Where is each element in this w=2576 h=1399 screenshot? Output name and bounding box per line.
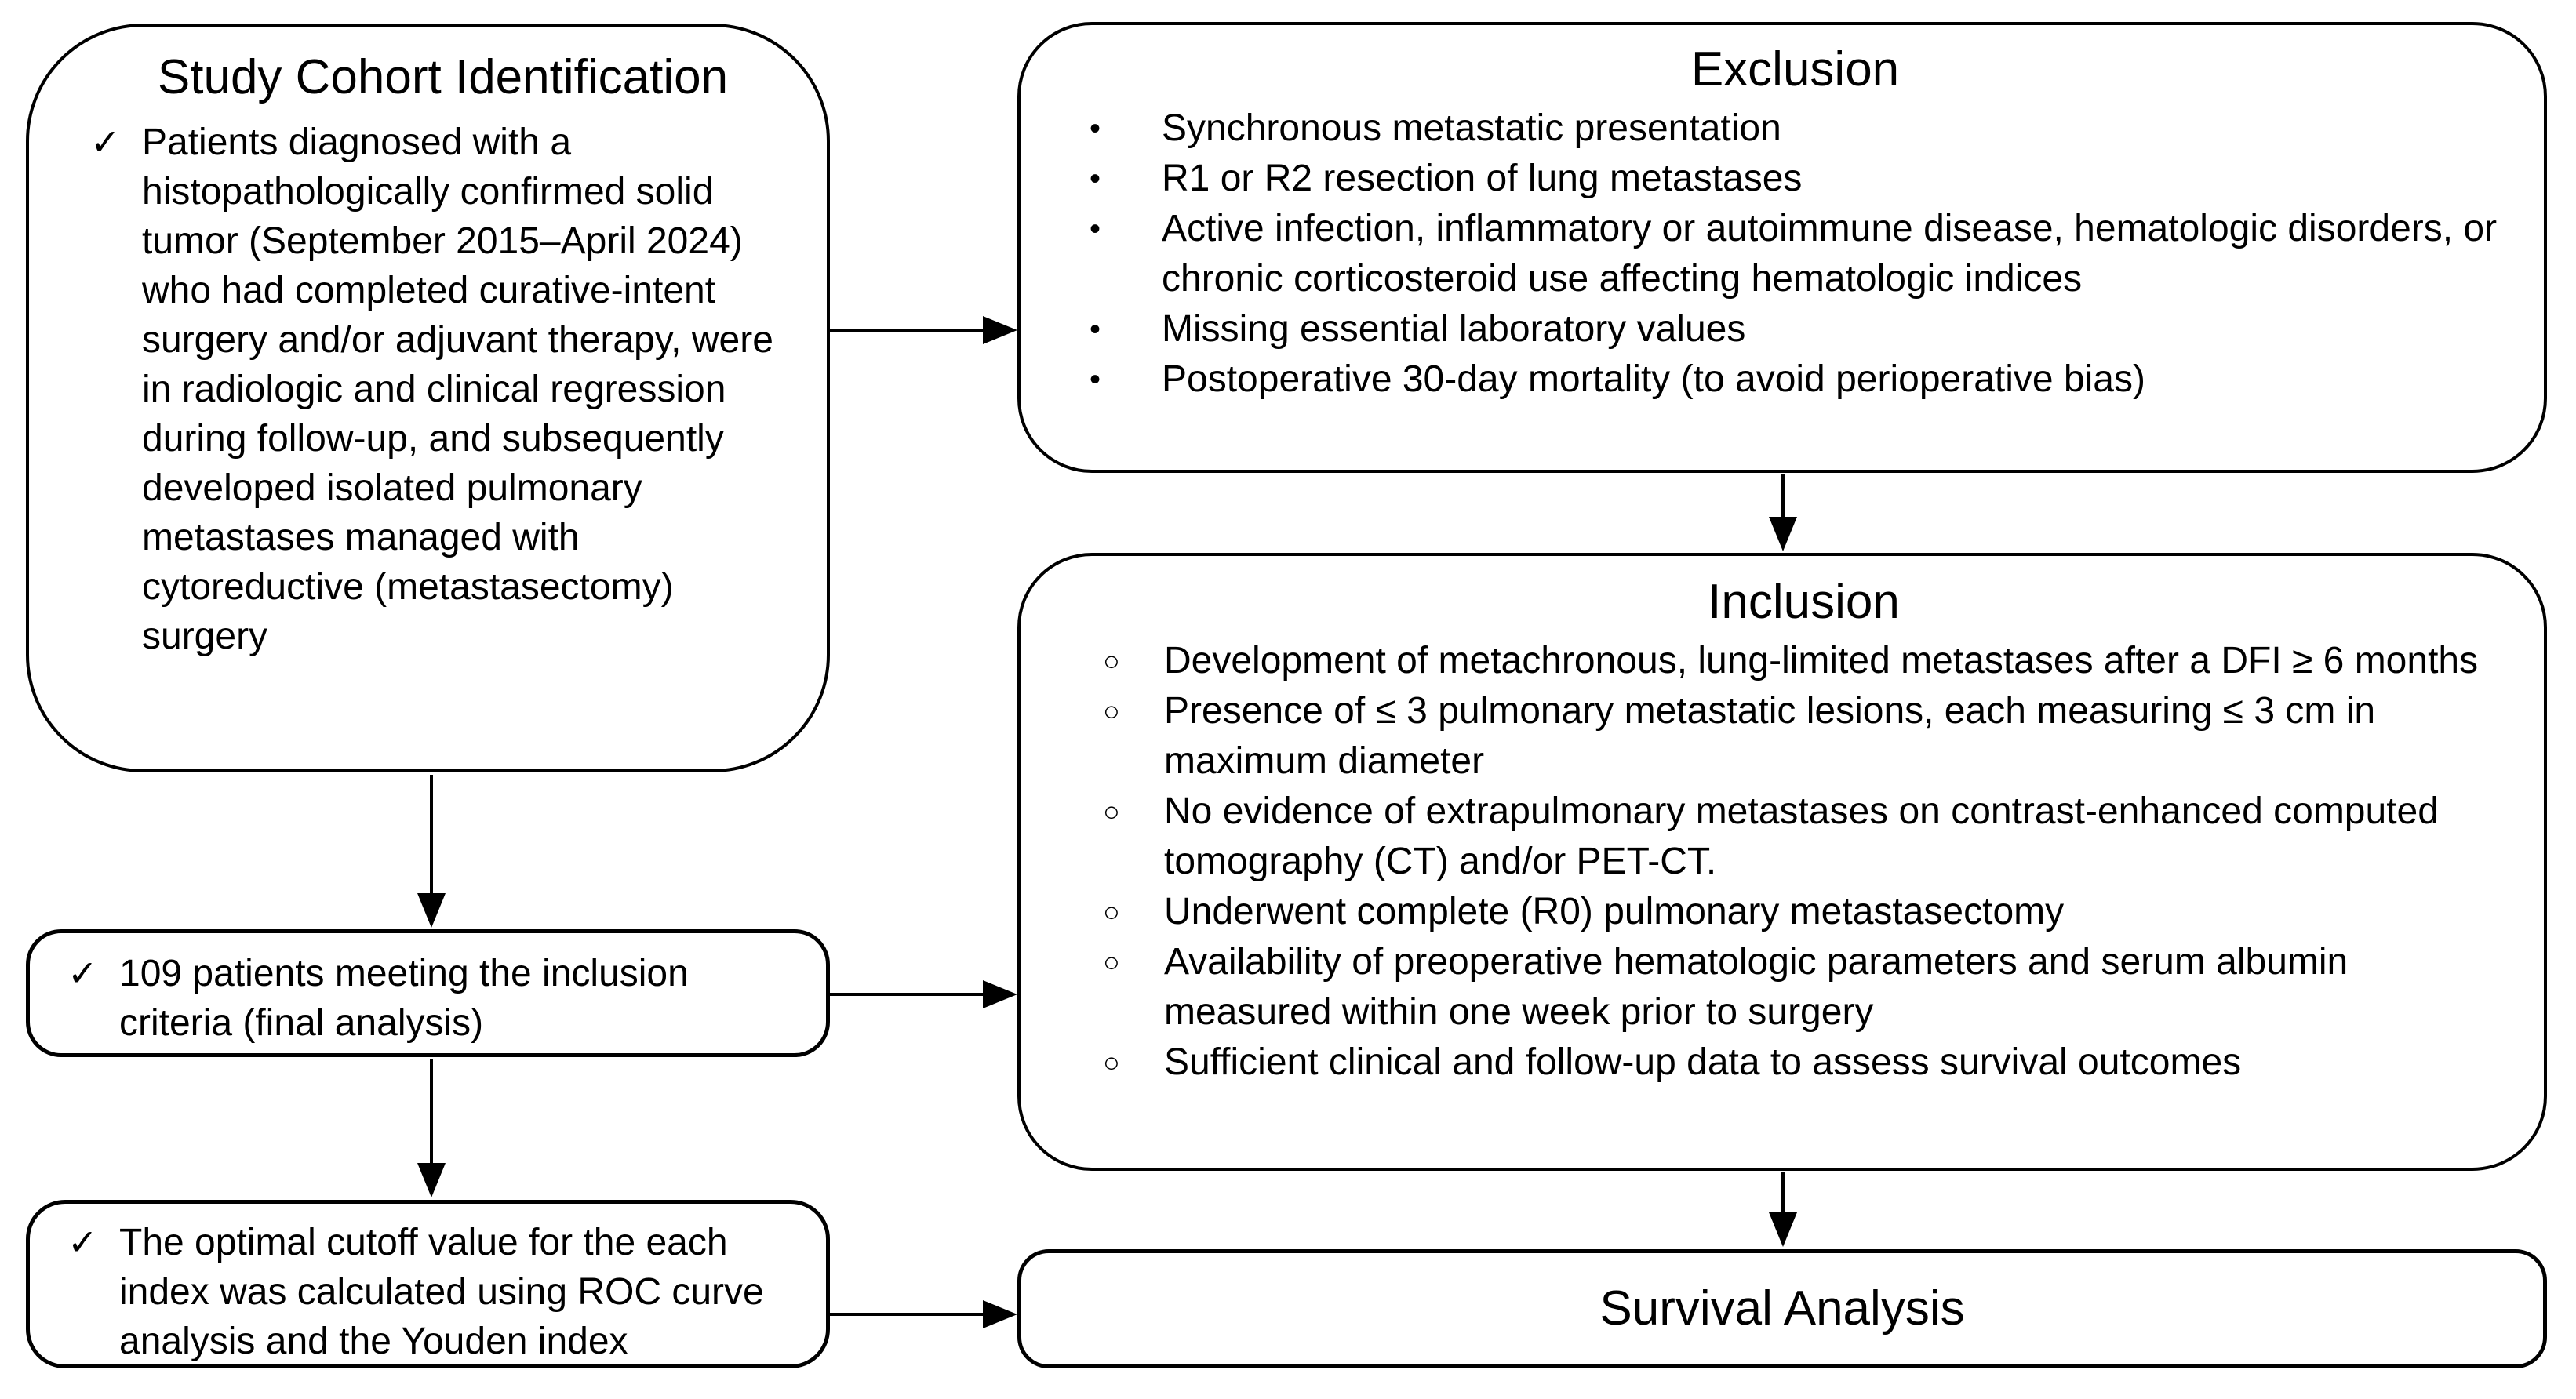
survival-analysis-title: Survival Analysis [1599, 1281, 1965, 1335]
circle-bullet-icon: ○ [1103, 1046, 1120, 1078]
exclusion-item-text: Postoperative 30-day mortality (to avoid perioperative bias) [1162, 358, 2145, 400]
patients-count-box [26, 929, 830, 1057]
bullet-icon: • [1090, 312, 1101, 347]
exclusion-list-item [1090, 204, 2501, 304]
exclusion-box [1017, 22, 2547, 473]
exclusion-list-item [1090, 104, 2501, 154]
cutoff-method-box [26, 1200, 830, 1368]
inclusion-list-item [1103, 887, 2505, 937]
circle-bullet-icon: ○ [1103, 946, 1120, 978]
exclusion-item-text: Active infection, inflammatory or autoimmune disease, hematologic disorders, or chronic corticosteroid use affecting hematologic indices [1162, 208, 2498, 300]
inclusion-list-item [1103, 686, 2505, 787]
exclusion-list-item [1090, 354, 2501, 405]
inclusion-list-item [1103, 1037, 2505, 1088]
bullet-icon: • [1090, 212, 1101, 246]
arrow-study-to-patients [417, 775, 446, 928]
exclusion-list-item [1090, 304, 2501, 354]
study-cohort-title: Study Cohort Identification [157, 50, 729, 104]
patients-count-item [67, 949, 810, 1048]
inclusion-item-text: No evidence of extrapulmonary metastases on contrast-enhanced computed tomography (CT) and/or PET-CT. [1164, 790, 2439, 882]
cutoff-method-item [67, 1218, 812, 1366]
inclusion-item-text: Development of metachronous, lung-limited metastases after a DFI ≥ 6 months [1164, 640, 2479, 681]
check-icon: ✓ [67, 953, 98, 994]
exclusion-list-item [1090, 154, 2501, 204]
inclusion-title: Inclusion [1708, 575, 1900, 629]
inclusion-list-item [1103, 937, 2505, 1037]
study-cohort-text: Patients diagnosed with a histopathologically confirmed solid tumor (September 2015–April 2024) who had completed curative-intent surgery and/or adjuvant therapy, were in radiologic and clinical regression during follow-up, and subsequently developed isolated pulmonary metastases managed with cytoreductive (metastasectomy) surgery [142, 122, 773, 657]
arrow-study-to-exclusion [830, 316, 1017, 344]
check-icon: ✓ [67, 1222, 98, 1263]
exclusion-item-text: R1 or R2 resection of lung metastases [1162, 158, 1803, 199]
exclusion-list [1090, 104, 2501, 405]
bullet-icon: • [1090, 362, 1101, 397]
arrow-cutoff-to-survival [830, 1300, 1017, 1328]
survival-analysis-box [1017, 1249, 2547, 1368]
circle-bullet-icon: ○ [1103, 795, 1120, 827]
arrow-patients-to-cutoff [417, 1059, 446, 1197]
study-cohort-box [26, 24, 830, 772]
exclusion-item-text: Missing essential laboratory values [1162, 308, 1746, 350]
study-cohort-item [90, 118, 795, 661]
inclusion-box [1017, 553, 2547, 1171]
inclusion-list-item [1103, 787, 2505, 887]
circle-bullet-icon: ○ [1103, 695, 1120, 727]
arrow-exclusion-to-inclusion [1769, 474, 1797, 551]
circle-bullet-icon: ○ [1103, 896, 1120, 928]
cutoff-method-text: The optimal cutoff value for the each index was calculated using ROC curve analysis and the Youden index [119, 1222, 764, 1362]
circle-bullet-icon: ○ [1103, 645, 1120, 677]
inclusion-item-text: Underwent complete (R0) pulmonary metastasectomy [1164, 891, 2065, 932]
bullet-icon: • [1090, 111, 1101, 146]
inclusion-item-text: Availability of preoperative hematologic parameters and serum albumin measured within one week prior to surgery [1164, 941, 2349, 1033]
patients-count-text: 109 patients meeting the inclusion criteria (final analysis) [119, 953, 689, 1044]
bullet-icon: • [1090, 162, 1101, 196]
exclusion-item-text: Synchronous metastatic presentation [1162, 107, 1781, 149]
inclusion-item-text: Sufficient clinical and follow-up data to assess survival outcomes [1164, 1041, 2242, 1083]
arrow-inclusion-to-survival [1769, 1172, 1797, 1247]
exclusion-title: Exclusion [1690, 42, 1900, 96]
inclusion-item-text: Presence of ≤ 3 pulmonary metastatic lesions, each measuring ≤ 3 cm in maximum diameter [1164, 690, 2376, 782]
check-icon: ✓ [90, 122, 121, 162]
inclusion-list [1103, 636, 2505, 1088]
inclusion-list-item [1103, 636, 2505, 686]
arrow-patients-to-inclusion [830, 980, 1017, 1008]
